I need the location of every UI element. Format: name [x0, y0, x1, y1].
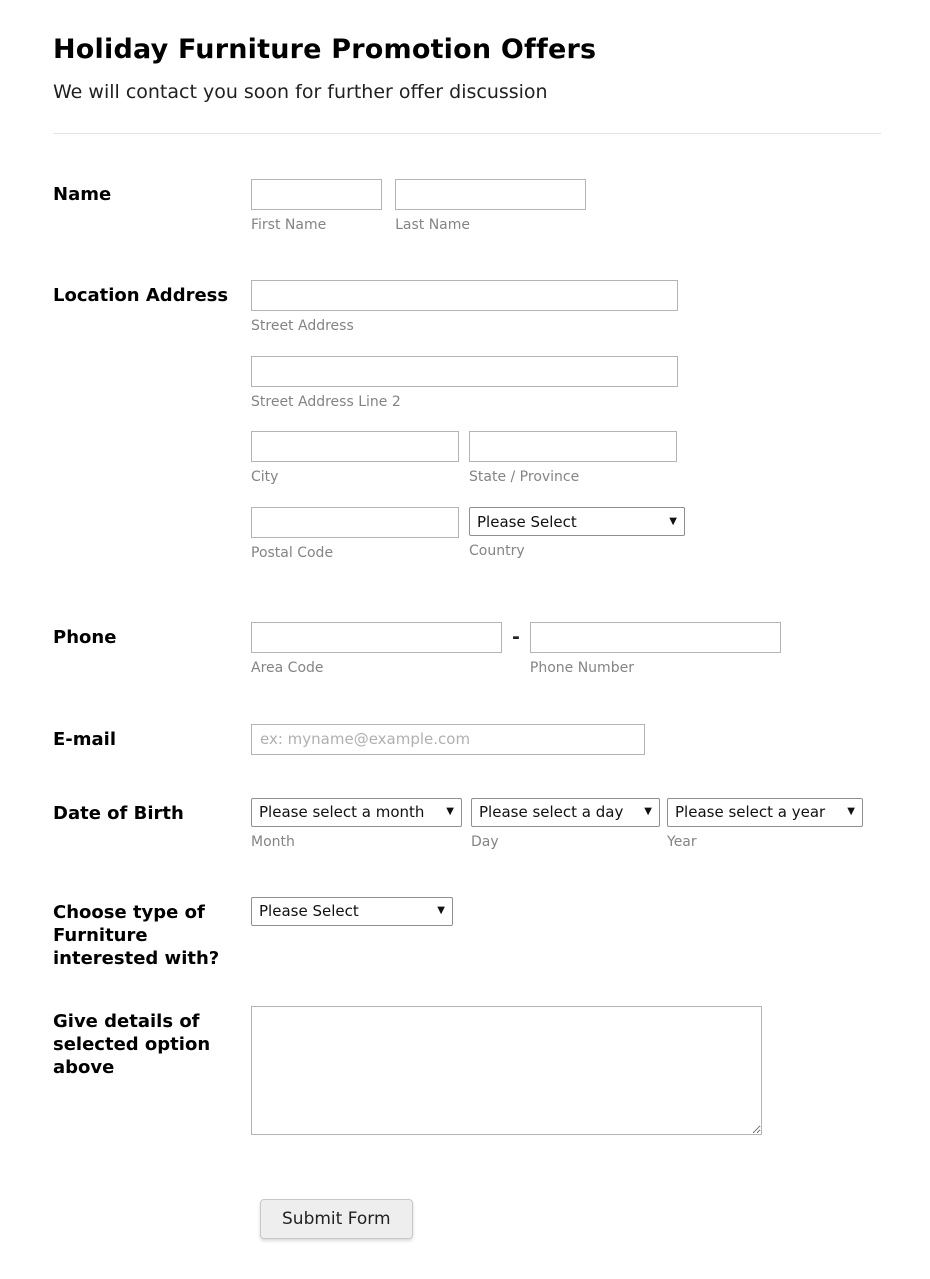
furniture-type-select[interactable]: [251, 897, 453, 926]
country-select[interactable]: [469, 507, 685, 536]
dob-year-select[interactable]: [667, 798, 863, 827]
page-title: Holiday Furniture Promotion Offers: [53, 34, 597, 65]
postal-code-input[interactable]: [251, 507, 459, 538]
dob-month-select[interactable]: [251, 798, 462, 827]
details-row: [53, 1006, 881, 1135]
details-textarea[interactable]: [251, 1006, 762, 1135]
state-province-sublabel: State / Province: [469, 469, 580, 486]
last-name-sublabel: Last Name: [395, 217, 471, 233]
area-code-sublabel: Area Code: [251, 659, 324, 676]
email-label: E-mail: [53, 728, 117, 750]
email-row: [53, 724, 881, 755]
city-input[interactable]: [251, 431, 459, 462]
street-address-input[interactable]: [251, 280, 678, 311]
page-subtitle: We will contact you soon for further offer discussion: [53, 81, 548, 103]
name-label: Name: [53, 184, 112, 205]
chevron-down-icon: ▼: [847, 806, 855, 818]
first-name-input[interactable]: [251, 179, 382, 210]
address-label: Location Address: [53, 284, 229, 306]
chevron-down-icon: ▼: [669, 515, 677, 527]
state-province-input[interactable]: [469, 431, 677, 462]
postal-code-sublabel: Postal Code: [251, 545, 334, 562]
details-label: Give details of selected option above: [53, 1010, 211, 1078]
name-row: [53, 179, 881, 234]
dob-month-sublabel: Month: [251, 833, 295, 850]
submit-spacer: [53, 1199, 251, 1203]
phone-number-input[interactable]: [530, 622, 781, 653]
city-sublabel: City: [251, 469, 279, 486]
address-row: [53, 280, 881, 562]
submit-row: [53, 1199, 881, 1239]
chevron-down-icon: ▼: [437, 905, 445, 917]
chevron-down-icon: ▼: [446, 806, 454, 818]
furniture-label: Choose type of Furniture interested with?: [53, 901, 220, 969]
first-name-sublabel: First Name: [251, 217, 327, 233]
phone-number-sublabel: Phone Number: [529, 659, 634, 676]
last-name-input[interactable]: [395, 179, 586, 210]
dob-year-sublabel: Year: [667, 833, 697, 850]
country-sublabel: Country: [469, 543, 525, 560]
submit-button[interactable]: Submit Form: [260, 1199, 413, 1239]
dob-label: Date of Birth: [53, 802, 184, 824]
phone-label: Phone: [53, 626, 117, 648]
street-address-sublabel: Street Address: [251, 317, 354, 334]
email-input[interactable]: [251, 724, 645, 755]
divider: [53, 133, 881, 134]
dob-day-sublabel: Day: [471, 833, 499, 850]
furniture-row: [53, 897, 881, 970]
dob-day-select[interactable]: [471, 798, 660, 827]
phone-separator: -: [512, 625, 520, 648]
phone-row: [53, 622, 881, 677]
area-code-input[interactable]: [251, 622, 502, 653]
chevron-down-icon: ▼: [644, 806, 652, 818]
street-address-line2-sublabel: Street Address Line 2: [251, 393, 401, 410]
dob-row: [53, 798, 881, 851]
street-address-line2-input[interactable]: [251, 356, 678, 387]
